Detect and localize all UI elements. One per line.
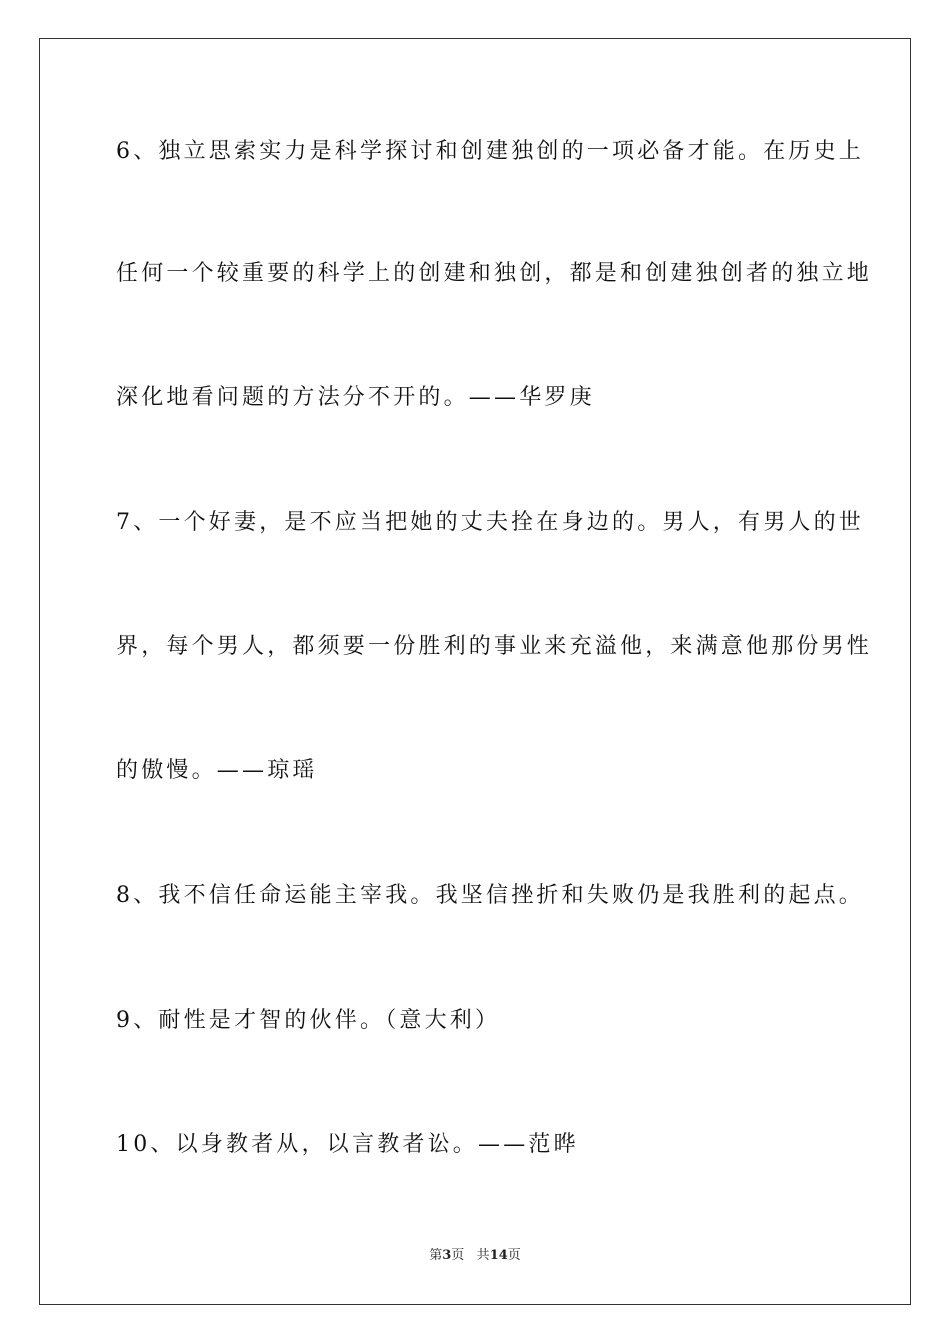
page-suffix: 页 bbox=[451, 1248, 465, 1263]
page-number: 3 bbox=[442, 1248, 452, 1263]
text-line: 8、我不信任命运能主宰我。我坚信挫折和失败仍是我胜利的起点。 bbox=[116, 883, 864, 908]
total-prefix: 共 bbox=[476, 1248, 490, 1263]
text-line: 的傲慢。——琼瑶 bbox=[116, 758, 318, 783]
text-line: 10、以身教者从，以言教者讼。——范晔 bbox=[116, 1132, 579, 1157]
text-line: 任何一个较重要的科学上的创建和独创，都是和创建独创者的独立地 bbox=[116, 261, 873, 286]
text-line: 7、一个好妻，是不应当把她的丈夫拴在身边的。男人，有男人的世 bbox=[116, 510, 864, 535]
total-pages: 14 bbox=[489, 1248, 508, 1263]
text-line: 深化地看问题的方法分不开的。——华罗庚 bbox=[116, 385, 595, 410]
text-line: 6、独立思索实力是科学探讨和创建独创的一项必备才能。在历史上 bbox=[116, 139, 864, 164]
page-border bbox=[39, 38, 911, 1305]
text-line: 界，每个男人，都须要一份胜利的事业来充溢他，来满意他那份男性 bbox=[116, 634, 873, 659]
total-suffix: 页 bbox=[507, 1248, 521, 1263]
page-prefix: 第 bbox=[429, 1248, 443, 1263]
text-line: 9、耐性是才智的伙伴。（意大利） bbox=[116, 1008, 501, 1033]
page-footer bbox=[0, 1247, 950, 1265]
